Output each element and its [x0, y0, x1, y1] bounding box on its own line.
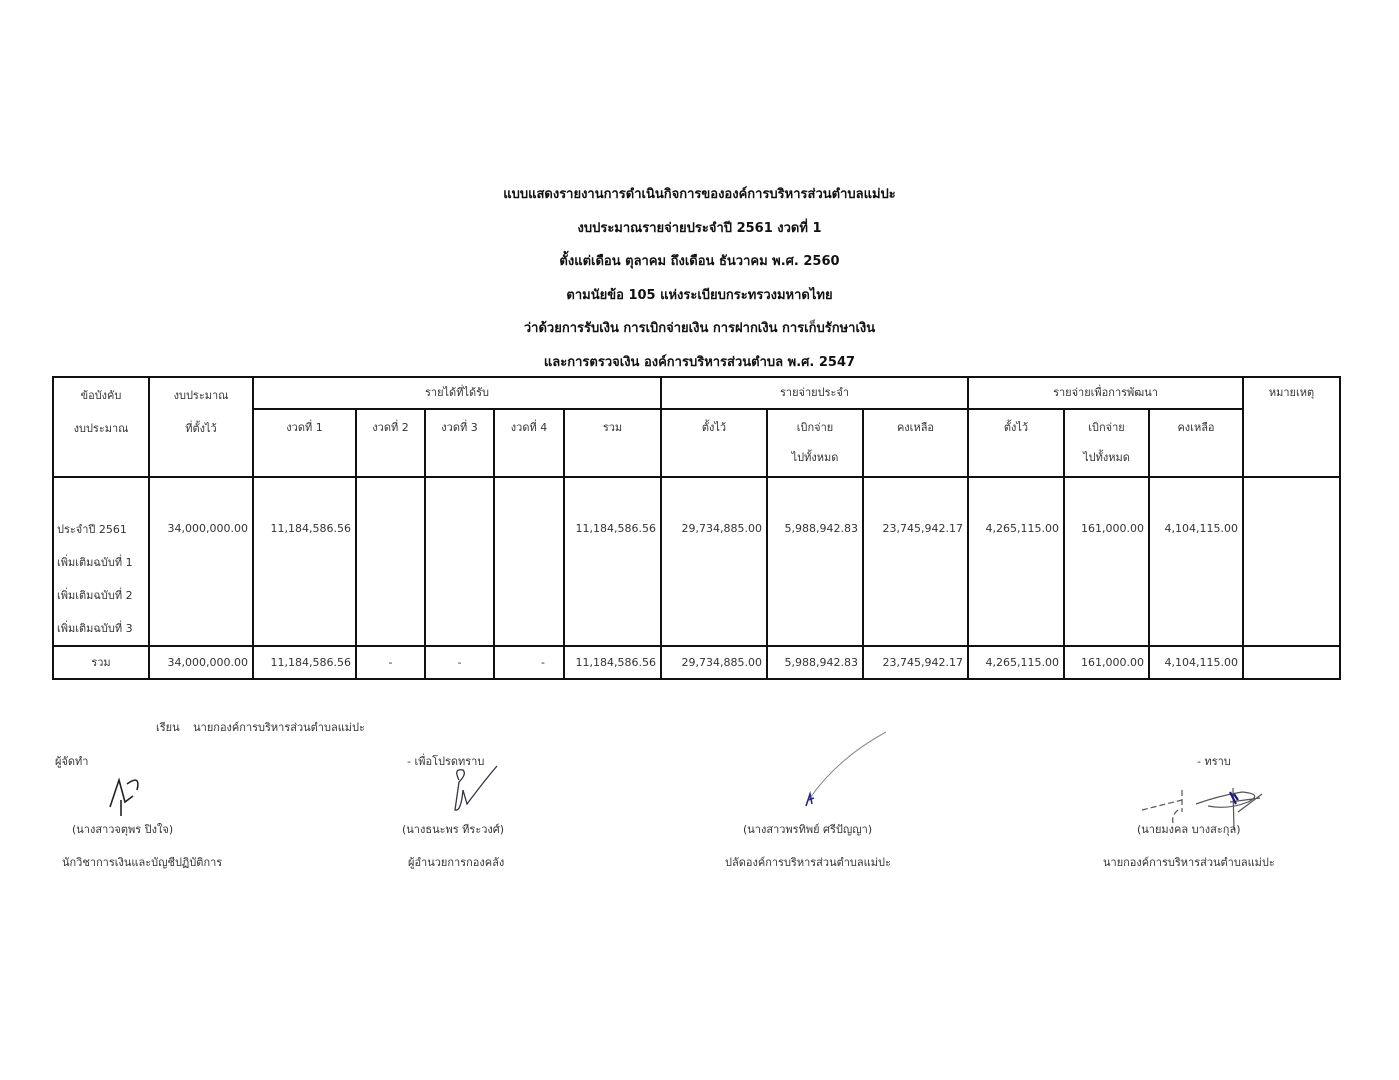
cell-remarks	[1243, 477, 1340, 646]
header-income-q2: งวดที่ 2	[356, 409, 425, 477]
signature-name: (นายมงคล บางสะกุล)	[1137, 823, 1241, 836]
title-line-1: แบบแสดงรายงานการดำเนินกิจการขององค์การบริหารส่วนตำบลแม่ปะ	[503, 187, 896, 202]
cell-income-q4	[494, 477, 564, 646]
total-income-q4: -	[494, 646, 564, 679]
header-budget-order: ข้อบังคับ งบประมาณ	[53, 377, 149, 477]
title-line-4: ตามนัยข้อ 105 แห่งระเบียบกระทรวงมหาดไทย	[566, 287, 833, 303]
total-budget-set: 34,000,000.00	[149, 646, 253, 679]
budget-report-table	[52, 376, 1341, 680]
total-income-total: 11,184,586.56	[564, 646, 661, 679]
cell-income-q2	[356, 477, 425, 646]
total-regular-remain: 23,745,942.17	[863, 646, 968, 679]
header-dev-set: ตั้งไว้	[968, 409, 1064, 477]
title-line-6: และการตรวจเงิน องค์การบริหารส่วนตำบล พ.ศ. 2547	[543, 354, 856, 370]
cell-income-q1: 11,184,586.56	[253, 477, 356, 646]
signature-section	[0, 710, 1399, 890]
total-dev-set: 4,265,115.00	[968, 646, 1064, 679]
title-line-3: ตั้งแต่เดือน ตุลาคม ถึงเดือน ธันวาคม พ.ศ. 2560	[559, 254, 840, 269]
signature-position: ปลัดองค์การบริหารส่วนตำบลแม่ปะ	[725, 856, 891, 869]
header-income-q1: งวดที่ 1	[253, 409, 356, 477]
cell-income-total: 11,184,586.56	[564, 477, 661, 646]
signature-name: (นางสาวพรทิพย์ ศรีปัญญา)	[743, 823, 873, 836]
signature-role: ผู้จัดทำ	[55, 755, 89, 768]
addressee-line	[156, 718, 365, 736]
cell-dev-set: 4,265,115.00	[968, 477, 1064, 646]
header-regular-spent: เบิกจ่าย ไปทั้งหมด	[767, 409, 863, 477]
total-income-q1: 11,184,586.56	[253, 646, 356, 679]
report-title-block	[0, 178, 1399, 379]
header-dev-remain: คงเหลือ	[1149, 409, 1243, 477]
total-regular-set: 29,734,885.00	[661, 646, 767, 679]
header-income-total: รวม	[564, 409, 661, 477]
cell-budget-set: 34,000,000.00	[149, 477, 253, 646]
header-regular-group: รายจ่ายประจำ	[661, 377, 968, 409]
header-dev-spent: เบิกจ่าย ไปทั้งหมด	[1064, 409, 1149, 477]
total-regular-spent: 5,988,942.83	[767, 646, 863, 679]
total-income-q2: -	[356, 646, 425, 679]
signature-name: (นางสาวจตุพร ปิงใจ)	[72, 823, 174, 836]
cell-dev-remain: 4,104,115.00	[1149, 477, 1243, 646]
header-income-q3: งวดที่ 3	[425, 409, 494, 477]
total-remarks	[1243, 646, 1340, 679]
table-row-data	[53, 477, 1340, 646]
header-regular-set: ตั้งไว้	[661, 409, 767, 477]
header-budget-set: งบประมาณ ที่ตั้งไว้	[149, 377, 253, 477]
header-dev-group: รายจ่ายเพื่อการพัฒนา	[968, 377, 1243, 409]
signature-position: นายกองค์การบริหารส่วนตำบลแม่ปะ	[1103, 856, 1275, 869]
signature-name: (นางธนะพร ทีระวงศ์)	[402, 823, 505, 836]
cell-regular-set: 29,734,885.00	[661, 477, 767, 646]
total-dev-spent: 161,000.00	[1064, 646, 1149, 679]
cell-income-q3	[425, 477, 494, 646]
cell-regular-spent: 5,988,942.83	[767, 477, 863, 646]
addressee-value: นายกองค์การบริหารส่วนตำบลแม่ปะ	[193, 721, 365, 734]
handwritten-signature-icon	[105, 772, 150, 817]
addressee-label: เรียน	[156, 721, 180, 734]
handwritten-signature-icon	[445, 760, 505, 815]
header-regular-remain: คงเหลือ	[863, 409, 968, 477]
title-line-5: ว่าด้วยการรับเงิน การเบิกจ่ายเงิน การฝากเงิน การเก็บรักษาเงิน	[523, 321, 876, 336]
table-row-total	[53, 646, 1340, 679]
title-line-2: งบประมาณรายจ่ายประจำปี 2561 งวดที่ 1	[577, 220, 822, 236]
total-dev-remain: 4,104,115.00	[1149, 646, 1243, 679]
signature-role: - เพื่อโปรดทราบ	[407, 755, 485, 768]
cell-dev-spent: 161,000.00	[1064, 477, 1149, 646]
cell-regular-remain: 23,745,942.17	[863, 477, 968, 646]
header-income-group: รายได้ที่ได้รับ	[253, 377, 661, 409]
signature-role: - ทราบ	[1197, 755, 1231, 768]
total-income-q3: -	[425, 646, 494, 679]
total-label: รวม	[53, 646, 149, 679]
signature-position: ผู้อำนวยการกองคลัง	[408, 856, 505, 869]
header-row-1	[53, 377, 1340, 409]
signature-position: นักวิชาการเงินและบัญชีปฏิบัติการ	[62, 856, 223, 869]
header-remarks: หมายเหตุ	[1243, 377, 1340, 477]
header-income-q4: งวดที่ 4	[494, 409, 564, 477]
budget-labels-cell: ประจำปี 2561 เพิ่มเติมฉบับที่ 1 เพิ่มเติมฉบับที่ 2 เพิ่มเติมฉบับที่ 3	[53, 477, 149, 646]
handwritten-signature-icon	[798, 728, 893, 810]
